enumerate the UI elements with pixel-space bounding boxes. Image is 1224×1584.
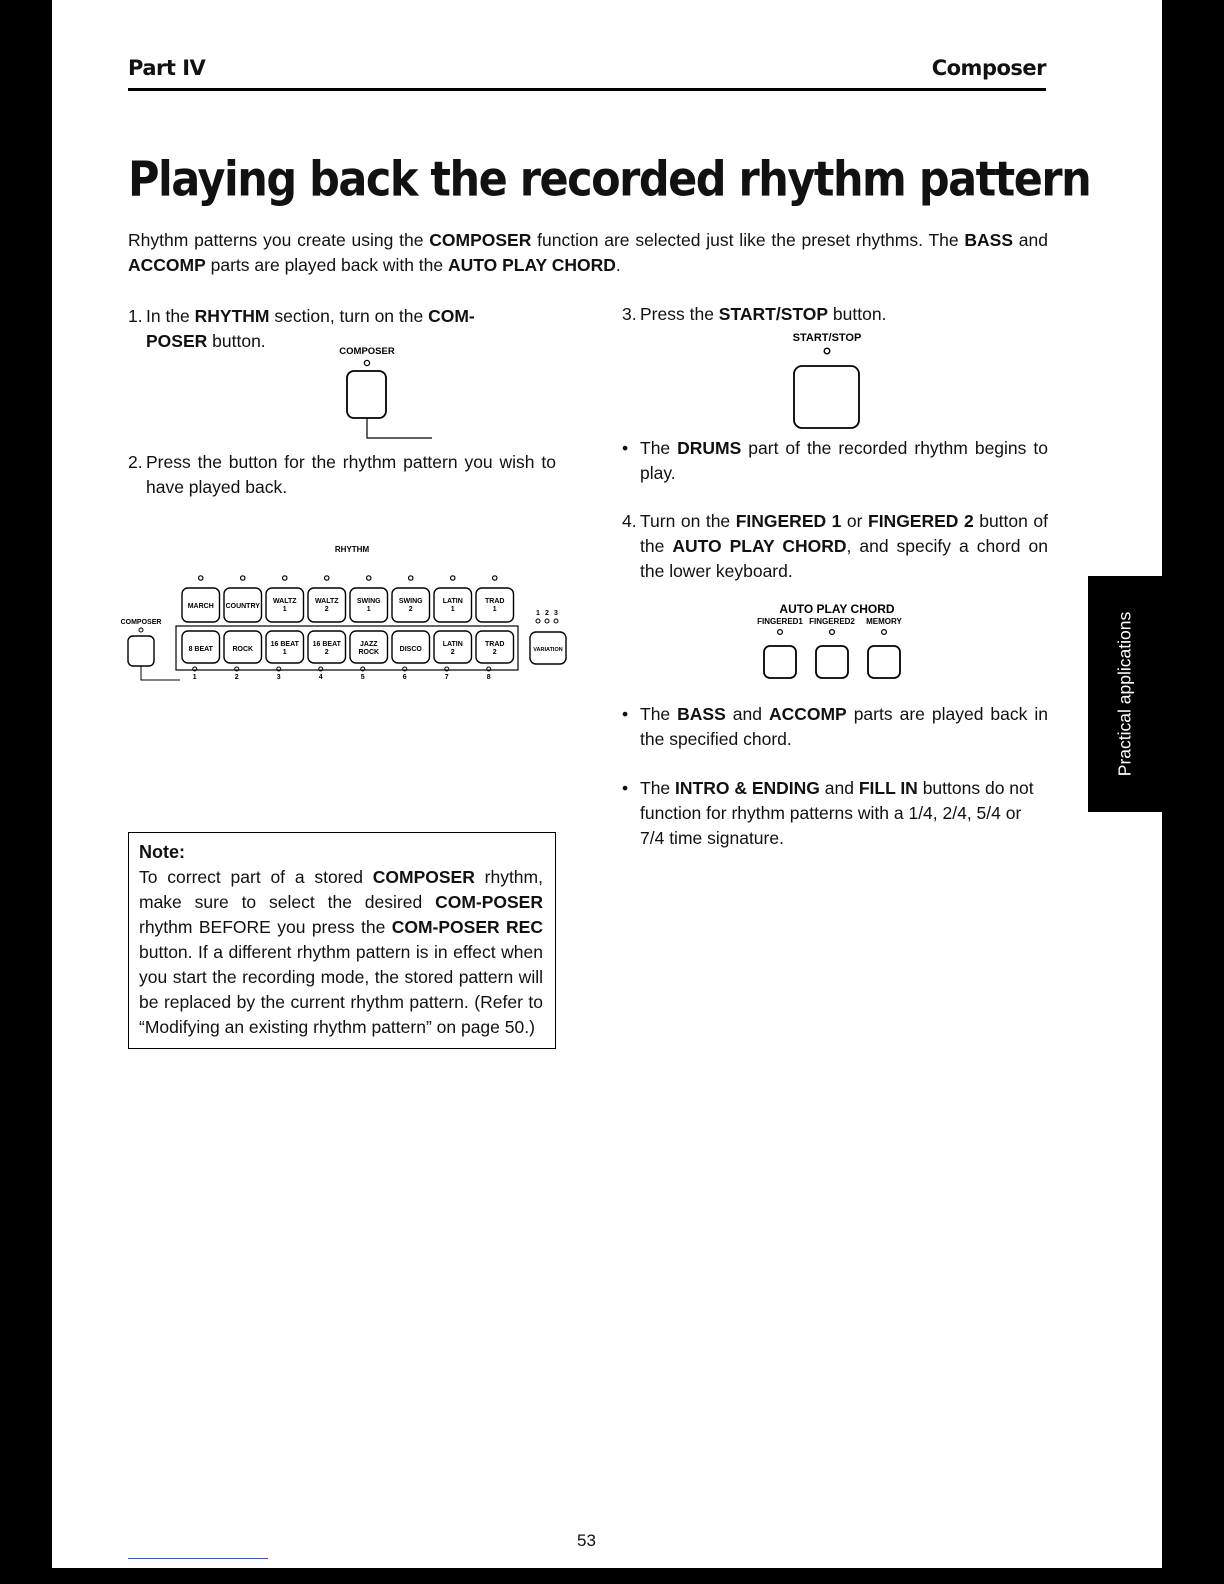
composer-small-label: COMPOSER <box>120 619 162 626</box>
rhythm-led <box>493 576 497 580</box>
rhythm-button-label: 1 <box>282 606 287 613</box>
footer-line <box>128 1558 268 1559</box>
note-title: Note: <box>139 842 185 862</box>
rhythm-number: 2 <box>234 674 239 681</box>
page-title: Playing back the recorded rhythm pattern <box>128 152 1091 208</box>
rhythm-button-label: 8 BEAT <box>188 646 213 653</box>
step-text: Press the START/STOP button. <box>640 304 887 324</box>
rhythm-number: 3 <box>276 674 281 681</box>
apc-button-label: MEMORY <box>866 617 902 626</box>
start-stop-diagram <box>776 326 886 430</box>
rhythm-led <box>283 576 287 580</box>
bullet-bass-accomp <box>622 702 1048 752</box>
bold-term: BASS <box>964 230 1014 250</box>
bold-term: AUTO PLAY CHORD <box>672 536 847 556</box>
rhythm-top-button[interactable] <box>476 588 514 622</box>
auto-play-chord-diagram <box>752 598 922 682</box>
step-text: Turn on the FINGERED 1 or FINGERED 2 button of the AUTO PLAY CHORD, and specify a chord on the lower keyboard. <box>640 511 1048 581</box>
rhythm-led <box>409 576 413 580</box>
composer-button-diagram <box>320 340 440 440</box>
variation-led <box>536 619 540 623</box>
rhythm-top-button[interactable] <box>434 588 472 622</box>
bold-term: DRUMS <box>677 438 742 458</box>
rhythm-led <box>241 576 245 580</box>
bold-term: COMPOSER <box>429 230 532 250</box>
step-number: 2. <box>128 452 143 472</box>
rhythm-number: 4 <box>318 674 323 681</box>
rhythm-button-label: TRAD <box>485 598 505 605</box>
rhythm-top-button[interactable] <box>266 588 304 622</box>
bold-term: POSER <box>146 331 208 351</box>
rhythm-button-label: JAZZ <box>360 641 378 648</box>
apc-fingered1-button[interactable] <box>764 646 796 678</box>
variation-digit: 3 <box>554 610 558 617</box>
composer-button[interactable] <box>347 371 386 418</box>
apc-title: AUTO PLAY CHORD <box>779 602 895 616</box>
composer-small-button[interactable] <box>128 636 154 666</box>
rhythm-button-label: TRAD <box>485 641 505 648</box>
rhythm-button-label: SWING <box>398 598 423 605</box>
bold-term: COM-POSER <box>435 892 543 912</box>
running-header-part: Part IV <box>128 56 206 80</box>
rhythm-button-label: 2 <box>450 649 455 656</box>
rhythm-button-label: 2 <box>408 606 413 613</box>
step-number: 3. <box>622 304 637 324</box>
rhythm-led <box>451 576 455 580</box>
apc-led <box>882 630 887 635</box>
composer-small-led <box>139 628 143 632</box>
variation-label: VARIATION <box>533 647 563 653</box>
variation-led <box>554 619 558 623</box>
step-2 <box>128 450 556 500</box>
rhythm-button-label: 1 <box>450 606 455 613</box>
rhythm-number: 7 <box>444 674 449 681</box>
step-4 <box>622 509 1048 584</box>
side-tab-label: Practical applications <box>1114 611 1135 777</box>
bold-term: AUTO PLAY CHORD <box>448 255 616 275</box>
rhythm-button-label: 2 <box>324 606 329 613</box>
header-rule <box>128 88 1046 91</box>
variation-digit: 1 <box>536 610 540 617</box>
rhythm-button-label: COUNTRY <box>225 603 260 610</box>
variation-led <box>545 619 549 623</box>
step-number: 4. <box>622 511 637 531</box>
apc-led <box>778 630 783 635</box>
rhythm-number: 1 <box>192 674 197 681</box>
rhythm-button-label: LATIN <box>442 641 463 648</box>
rhythm-top-button[interactable] <box>308 588 346 622</box>
rhythm-button-label: MARCH <box>187 603 214 610</box>
bold-term: FINGERED 1 <box>735 511 842 531</box>
rhythm-button-label: 1 <box>492 606 497 613</box>
bold-term: INTRO & ENDING <box>675 778 820 798</box>
rhythm-panel-diagram <box>112 540 582 680</box>
composer-small-leader <box>141 666 180 680</box>
rhythm-button-label: DISCO <box>399 646 422 653</box>
bullet-text: The DRUMS part of the recorded rhythm begins to play. <box>640 438 1048 483</box>
bullet-mark: • <box>622 438 629 458</box>
step-text: Press the button for the rhythm pattern you wish to have played back. <box>146 452 556 497</box>
rhythm-button-label: 1 <box>366 606 371 613</box>
scan-border-left <box>0 0 52 1584</box>
apc-button-label: FINGERED1 <box>757 617 803 626</box>
bullet-text: The INTRO & ENDING and FILL IN buttons do not function for rhythm patterns with a 1/4, 2/4, 5/4 or 7/4 time signature. <box>640 778 1034 848</box>
note-text: To correct part of a stored COMPOSER rhythm, make sure to select the desired COM-POSER rhythm BEFORE you press the COM-POSER REC button. If a different rhythm pattern is in effect when you start the recording mode, the stored pattern will be replaced by the current rhythm pattern. (Refer to “Modifying an existing rhythm pattern” on page 50.) <box>139 867 543 1037</box>
rhythm-button-label: 2 <box>324 649 329 656</box>
bullet-drums <box>622 436 1048 486</box>
bold-term: FILL IN <box>858 778 918 798</box>
step-number: 1. <box>128 306 143 326</box>
rhythm-button-label: ROCK <box>358 649 380 656</box>
bold-term: BASS <box>677 704 726 724</box>
apc-memory-button[interactable] <box>868 646 900 678</box>
note-box <box>128 832 556 1049</box>
scan-border-right <box>1162 0 1224 1584</box>
rhythm-top-button[interactable] <box>350 588 388 622</box>
apc-fingered2-button[interactable] <box>816 646 848 678</box>
start-stop-led <box>824 348 830 354</box>
scan-border-bottom <box>0 1568 1224 1584</box>
bold-term: COM-POSER REC <box>391 917 543 937</box>
bullet-mark: • <box>622 704 629 724</box>
rhythm-button-label: WALTZ <box>314 598 339 605</box>
step-text: In the RHYTHM section, turn on the COM- POSER button. <box>146 306 475 351</box>
rhythm-button-label: 16 BEAT <box>312 641 341 648</box>
rhythm-button-label: ROCK <box>232 646 254 653</box>
rhythm-led <box>325 576 329 580</box>
running-header-section: Composer <box>931 56 1046 80</box>
page-number: 53 <box>577 1531 596 1550</box>
bold-term: START/STOP <box>718 304 829 324</box>
rhythm-top-button[interactable] <box>392 588 430 622</box>
rhythm-button-label: SWING <box>356 598 381 605</box>
rhythm-button-label: WALTZ <box>272 598 297 605</box>
bold-term: FINGERED 2 <box>868 511 974 531</box>
variation-digit: 2 <box>545 610 549 617</box>
rhythm-button-label: LATIN <box>442 598 463 605</box>
apc-led <box>830 630 835 635</box>
start-stop-button[interactable] <box>794 366 859 428</box>
intro-paragraph: Rhythm patterns you create using the COMPOSER function are selected just like the preset rhythms. The BASS and ACCOMP parts are played back with the AUTO PLAY CHORD. <box>128 230 1048 275</box>
rhythm-number: 5 <box>360 674 365 681</box>
bold-term: COM- <box>428 306 475 326</box>
rhythm-button-label: 1 <box>282 649 287 656</box>
bold-term: ACCOMP <box>768 704 847 724</box>
rhythm-button-label: 2 <box>492 649 497 656</box>
apc-button-label: FINGERED2 <box>809 617 855 626</box>
start-stop-label: START/STOP <box>792 332 862 344</box>
composer-label: COMPOSER <box>339 346 395 357</box>
rhythm-button-label: 16 BEAT <box>270 641 299 648</box>
step-3 <box>622 302 1048 327</box>
bullet-mark: • <box>622 778 629 798</box>
composer-led <box>364 360 369 365</box>
side-tab <box>1088 576 1162 812</box>
rhythm-number: 8 <box>486 674 491 681</box>
bold-term: RHYTHM <box>194 306 270 326</box>
bullet-text: The BASS and ACCOMP parts are played back in the specified chord. <box>640 704 1048 749</box>
composer-leader-line <box>367 418 432 438</box>
bold-term: COMPOSER <box>372 867 475 887</box>
rhythm-led <box>199 576 203 580</box>
rhythm-number: 6 <box>402 674 407 681</box>
bullet-intro-ending <box>622 776 1048 851</box>
rhythm-led <box>367 576 371 580</box>
rhythm-title: RHYTHM <box>334 545 370 554</box>
bold-term: ACCOMP <box>128 255 206 275</box>
